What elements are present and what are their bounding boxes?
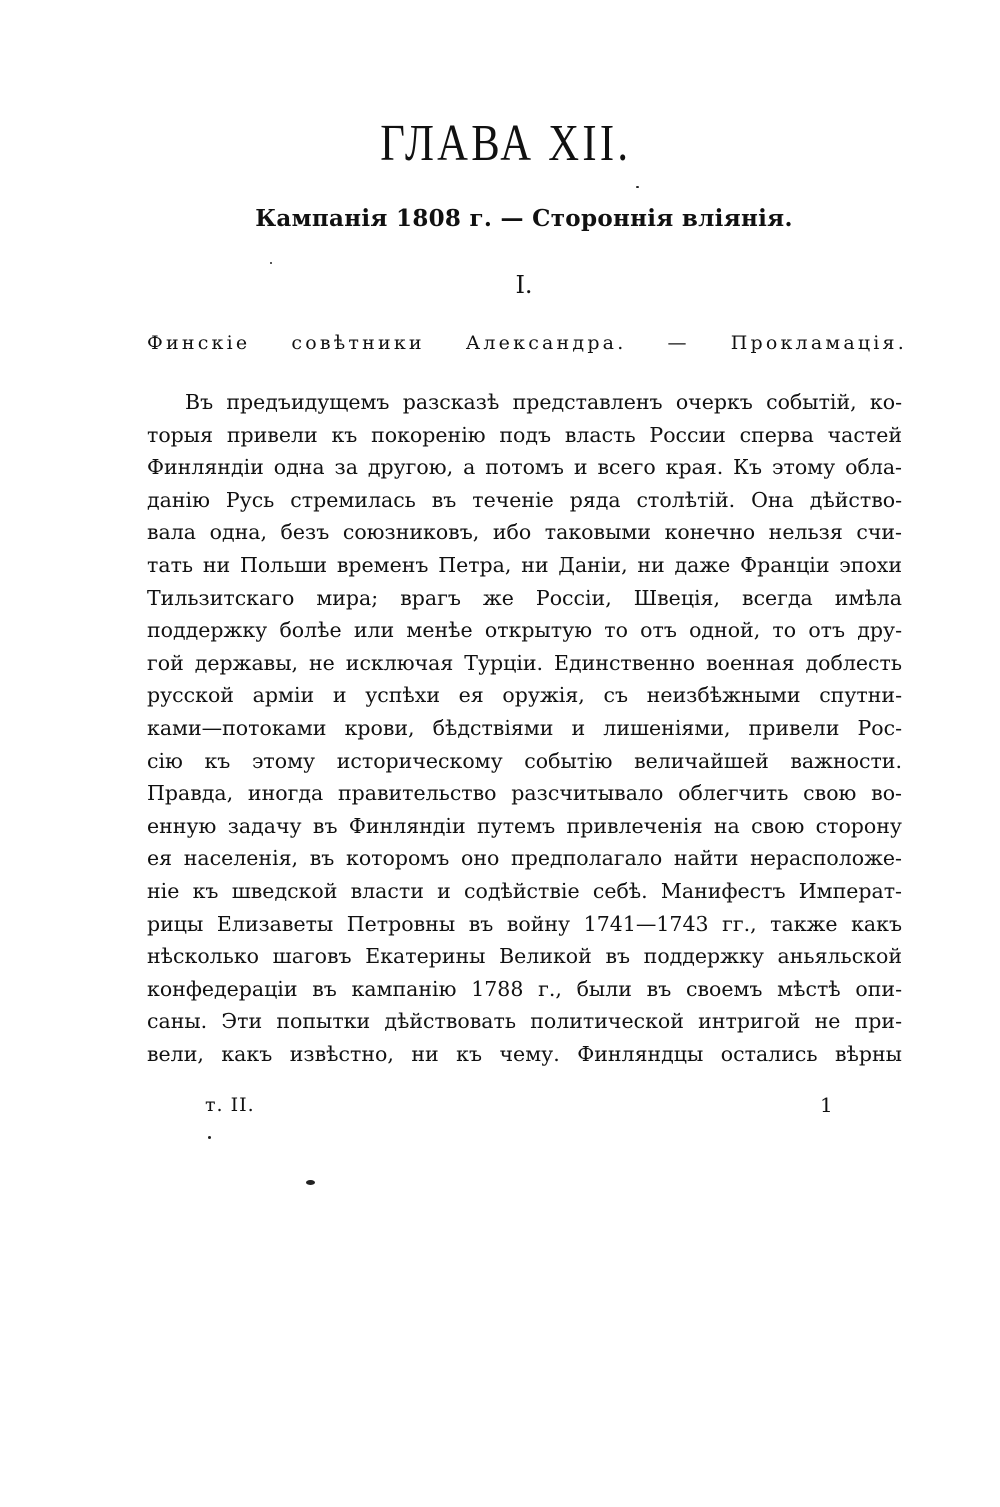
chapter-title: ГЛАВА XII.: [380, 115, 632, 172]
text-line: Въ предъидущемъ разсказѣ представленъ очеркъ событій, ко-: [185, 390, 902, 414]
text-line: сію къ этому историческому событію величайшей важности.: [147, 748, 902, 773]
scan-speck: [270, 262, 272, 264]
text-line: гой державы, не исключая Турціи. Единственно военная доблесть: [147, 650, 902, 675]
text-line: енную задачу въ Финляндіи путемъ привлеченія на свою сторону: [147, 813, 902, 838]
text-line: ея населенія, въ которомъ оно предполагало найти нерасположе-: [147, 846, 902, 871]
text-line: саны. Эти попытки дѣйствовать политической интригой не при-: [147, 1009, 902, 1034]
text-line: конфедераціи въ кампанію 1788 г., были въ своемъ мѣстѣ опи-: [147, 976, 902, 1001]
text-line: ками—потоками крови, бѣдствіями и лишеніями, привели Рос-: [147, 715, 902, 740]
text-line: тать ни Польши временъ Петра, ни Даніи, ни даже Франціи эпохи: [147, 552, 902, 577]
chapter-subtitle: Кампанія 1808 г. — Стороннія вліянія.: [255, 205, 793, 232]
text-line: Тильзитскаго мира; врагъ же Россіи, Швеція, всегда имѣла: [147, 585, 902, 610]
text-line: русской арміи и успѣхи ея оружія, съ неизбѣжными спутни-: [147, 683, 902, 708]
text-line: торыя привели къ покоренію подъ власть России сперва частей: [147, 422, 902, 447]
text-line: Финляндіи одна за другою, а потомъ и всего края. Къ этому обла-: [147, 455, 902, 480]
page-number: 1: [820, 1093, 833, 1117]
body-text: [147, 386, 902, 1070]
text-line: поддержку болѣе или менѣе открытую то отъ одной, то отъ дру-: [147, 618, 902, 643]
text-line: вала одна, безъ союзниковъ, ибо таковыми конечно нельзя счи-: [147, 520, 902, 545]
text-line: ніе къ шведской власти и содѣйствіе себѣ. Манифестъ Императ-: [147, 878, 902, 903]
section-heading: Финскіе совѣтники Александра. — Прокламація.: [147, 332, 907, 354]
scan-speck: [208, 1136, 211, 1139]
volume-signature: т. II.: [205, 1094, 255, 1116]
section-number: I.: [515, 271, 533, 299]
text-line: вели, какъ извѣстно, ни къ чему. Финляндцы остались вѣрны: [147, 1041, 902, 1066]
text-line: рицы Елизаветы Петровны въ войну 1741—1743 гг., также какъ: [147, 911, 902, 936]
scan-speck: [306, 1180, 315, 1185]
scan-speck: [636, 186, 639, 188]
text-line: Правда, иногда правительство разсчитывало облегчить свою во-: [147, 781, 902, 806]
text-line: нѣсколько шаговъ Екатерины Великой въ поддержку аньяльской: [147, 944, 902, 969]
text-line: данію Русь стремилась въ теченіе ряда столѣтій. Она дѣйство-: [147, 487, 902, 512]
